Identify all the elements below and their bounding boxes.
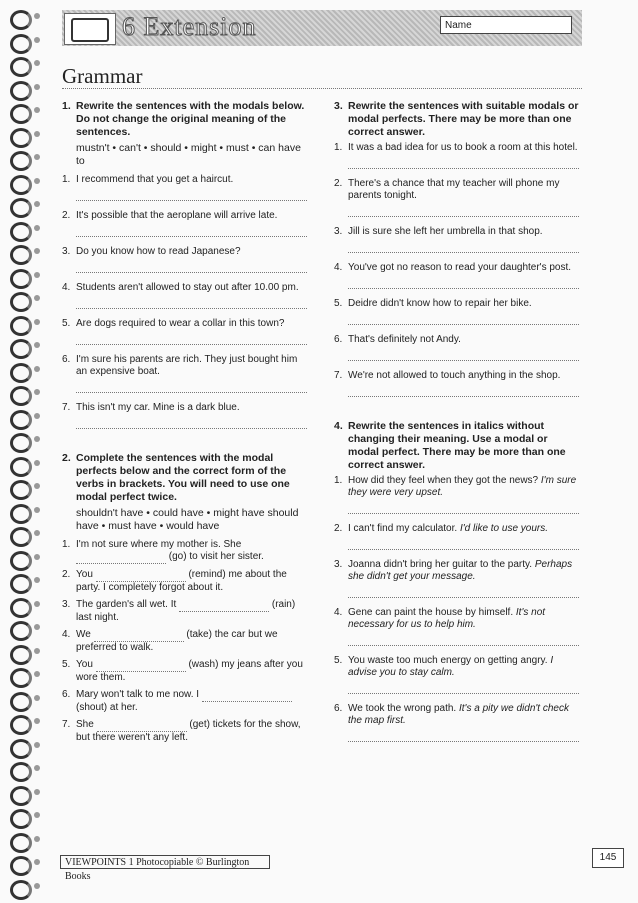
punch-hole bbox=[34, 765, 40, 771]
ring-loop bbox=[10, 269, 32, 289]
punch-hole bbox=[34, 413, 40, 419]
punch-hole bbox=[34, 389, 40, 395]
exercise-item bbox=[334, 178, 579, 202]
item-text-start: We bbox=[76, 629, 91, 640]
gap-blank[interactable] bbox=[94, 629, 184, 642]
exercise-item bbox=[62, 599, 307, 624]
gap-blank[interactable] bbox=[97, 719, 187, 732]
item-number: 2. bbox=[62, 569, 71, 580]
item-number: 3. bbox=[62, 599, 71, 610]
unit-title bbox=[122, 12, 257, 42]
spiral-ring bbox=[8, 502, 34, 524]
punch-hole bbox=[34, 859, 40, 865]
ring-loop bbox=[10, 128, 32, 148]
item-number: 5. bbox=[62, 659, 71, 670]
item-text: That's definitely not Andy. bbox=[348, 334, 461, 345]
item-number: 4. bbox=[334, 607, 343, 618]
item-text: Are dogs required to wear a collar in this town? bbox=[76, 318, 285, 329]
item-number: 6. bbox=[62, 689, 71, 700]
spiral-ring bbox=[8, 619, 34, 641]
item-text: I'm sure his parents are rich. They just bought him an expensive boat. bbox=[76, 354, 298, 377]
exercise-item bbox=[334, 559, 579, 583]
punch-hole bbox=[34, 37, 40, 43]
item-number: 7. bbox=[62, 719, 71, 730]
item-number: 3. bbox=[334, 559, 343, 570]
exercise-2-items bbox=[62, 539, 307, 744]
punch-hole bbox=[34, 789, 40, 795]
punch-hole bbox=[34, 201, 40, 207]
punch-hole bbox=[34, 84, 40, 90]
punch-hole bbox=[34, 836, 40, 842]
ring-loop bbox=[10, 457, 32, 477]
exercise-item bbox=[62, 402, 307, 414]
spiral-ring bbox=[8, 408, 34, 430]
punch-hole bbox=[34, 742, 40, 748]
punch-hole bbox=[34, 366, 40, 372]
punch-hole bbox=[34, 13, 40, 19]
ring-loop bbox=[10, 574, 32, 594]
exercise-item bbox=[334, 298, 579, 310]
exercise-item bbox=[62, 174, 307, 186]
exercise-number: 2. bbox=[62, 452, 71, 464]
punch-hole bbox=[34, 248, 40, 254]
ring-loop bbox=[10, 880, 32, 900]
punch-hole bbox=[34, 107, 40, 113]
exercise-4-items bbox=[334, 475, 579, 742]
exercise-1-items bbox=[62, 174, 307, 429]
exercise-item bbox=[62, 629, 307, 654]
exercise-item bbox=[334, 226, 579, 238]
spiral-ring bbox=[8, 831, 34, 853]
item-italic-text: I advise you to stay calm. bbox=[348, 655, 554, 678]
exercise-1-heading bbox=[62, 100, 307, 139]
item-text-end: (shout) at her. bbox=[76, 702, 138, 713]
item-text: It's possible that the aeroplane will arrive late. bbox=[76, 210, 278, 221]
item-number: 7. bbox=[334, 370, 343, 381]
section-divider bbox=[62, 88, 582, 89]
item-italic-text: Perhaps she didn't get your message. bbox=[348, 559, 573, 582]
exercise-item bbox=[62, 318, 307, 330]
exercise-item bbox=[334, 703, 579, 727]
item-number: 4. bbox=[62, 629, 71, 640]
answer-line[interactable] bbox=[348, 585, 579, 598]
punch-hole bbox=[34, 483, 40, 489]
name-field[interactable]: Name bbox=[440, 16, 572, 34]
punch-hole bbox=[34, 695, 40, 701]
item-text: You waste too much energy on getting angry. bbox=[348, 655, 548, 666]
answer-line[interactable] bbox=[348, 729, 579, 742]
spiral-ring bbox=[8, 32, 34, 54]
spiral-ring bbox=[8, 807, 34, 829]
ring-loop bbox=[10, 621, 32, 641]
item-number: 4. bbox=[62, 282, 71, 293]
spiral-ring bbox=[8, 549, 34, 571]
item-number: 1. bbox=[334, 142, 343, 153]
ring-loop bbox=[10, 527, 32, 547]
ring-loop bbox=[10, 504, 32, 524]
exercise-item bbox=[334, 262, 579, 274]
punch-hole bbox=[34, 812, 40, 818]
punch-hole bbox=[34, 60, 40, 66]
spiral-ring bbox=[8, 8, 34, 30]
ring-loop bbox=[10, 433, 32, 453]
item-number: 6. bbox=[334, 334, 343, 345]
spiral-ring bbox=[8, 384, 34, 406]
exercise-3-heading bbox=[334, 100, 579, 139]
ring-loop bbox=[10, 339, 32, 359]
punch-hole bbox=[34, 883, 40, 889]
exercise-item bbox=[62, 569, 307, 594]
answer-line[interactable] bbox=[348, 681, 579, 694]
spiral-ring bbox=[8, 878, 34, 900]
spiral-ring bbox=[8, 525, 34, 547]
item-text: I recommend that you get a haircut. bbox=[76, 174, 234, 185]
punch-hole bbox=[34, 436, 40, 442]
answer-line[interactable] bbox=[76, 332, 307, 345]
item-text-end: (rain) last night. bbox=[76, 599, 296, 623]
exercise-item bbox=[334, 142, 579, 154]
exercise-item bbox=[334, 370, 579, 382]
answer-line[interactable] bbox=[348, 537, 579, 550]
punch-hole bbox=[34, 624, 40, 630]
item-number: 2. bbox=[62, 210, 71, 221]
ring-loop bbox=[10, 598, 32, 618]
item-text: It was a bad idea for us to book a room at this hotel. bbox=[348, 142, 578, 153]
item-text-end: (take) the car but we preferred to walk. bbox=[76, 629, 278, 653]
answer-line[interactable] bbox=[348, 204, 579, 217]
punch-hole bbox=[34, 295, 40, 301]
punch-hole bbox=[34, 342, 40, 348]
punch-hole bbox=[34, 718, 40, 724]
spiral-ring bbox=[8, 79, 34, 101]
ring-loop bbox=[10, 410, 32, 430]
gap-blank[interactable] bbox=[179, 599, 269, 612]
answer-line[interactable] bbox=[348, 633, 579, 646]
punch-hole bbox=[34, 131, 40, 137]
left-column bbox=[62, 100, 307, 749]
spiral-ring bbox=[8, 102, 34, 124]
exercise-3-items bbox=[334, 142, 579, 397]
item-text-start: The garden's all wet. It bbox=[76, 599, 177, 610]
answer-line[interactable] bbox=[76, 380, 307, 393]
ring-loop bbox=[10, 10, 32, 30]
answer-line[interactable] bbox=[348, 312, 579, 325]
exercise-item bbox=[62, 282, 307, 294]
ring-loop bbox=[10, 222, 32, 242]
unit-title-text: Extension bbox=[143, 12, 257, 41]
item-italic-text: It's not necessary for us to help him. bbox=[348, 607, 546, 630]
unit-banner bbox=[62, 10, 582, 46]
item-italic-text: I'm sure they were very upset. bbox=[348, 475, 577, 498]
page-number: 145 bbox=[592, 848, 624, 868]
ring-loop bbox=[10, 739, 32, 759]
exercise-number: 1. bbox=[62, 100, 71, 112]
exercise-item bbox=[62, 689, 307, 714]
item-number: 6. bbox=[62, 354, 71, 365]
unit-number: 6 bbox=[122, 12, 136, 41]
spiral-ring bbox=[8, 126, 34, 148]
exercise-instruction: Rewrite the sentences in italics without changing their meaning. Use a modal or modal perfect. There may be more than one correct answer. bbox=[348, 420, 566, 471]
gap-blank[interactable] bbox=[96, 569, 186, 582]
exercise-number: 4. bbox=[334, 420, 343, 432]
item-number: 3. bbox=[62, 246, 71, 257]
exercise-item bbox=[334, 475, 579, 499]
item-text: Students aren't allowed to stay out after 10.00 pm. bbox=[76, 282, 299, 293]
spiral-ring bbox=[8, 690, 34, 712]
ring-loop bbox=[10, 245, 32, 265]
item-text: You've got no reason to read your daughter's post. bbox=[348, 262, 572, 273]
punch-hole bbox=[34, 648, 40, 654]
spiral-ring bbox=[8, 431, 34, 453]
gap-blank[interactable] bbox=[76, 551, 166, 564]
answer-line[interactable] bbox=[348, 240, 579, 253]
item-text: Joanna didn't bring her guitar to the party. bbox=[348, 559, 533, 570]
item-text: This isn't my car. Mine is a dark blue. bbox=[76, 402, 240, 413]
item-number: 1. bbox=[62, 174, 71, 185]
exercise-instruction: Rewrite the sentences with suitable modals or modal perfects. There may be more than one correct answer. bbox=[348, 100, 579, 138]
item-number: 5. bbox=[62, 318, 71, 329]
exercise-number: 3. bbox=[334, 100, 343, 112]
ring-loop bbox=[10, 34, 32, 54]
punch-hole bbox=[34, 460, 40, 466]
ring-loop bbox=[10, 809, 32, 829]
ring-loop bbox=[10, 480, 32, 500]
ring-loop bbox=[10, 833, 32, 853]
item-number: 4. bbox=[334, 262, 343, 273]
item-text-end: (go) to visit her sister. bbox=[168, 551, 264, 562]
punch-hole bbox=[34, 154, 40, 160]
item-italic-text: It's a pity we didn't check the map first. bbox=[348, 703, 569, 726]
item-italic-text: I'd like to use yours. bbox=[459, 523, 549, 534]
ring-loop bbox=[10, 363, 32, 383]
item-text-start: You bbox=[76, 569, 93, 580]
item-number: 7. bbox=[62, 402, 71, 413]
exercise-4-heading bbox=[334, 420, 579, 472]
exercise-2-heading bbox=[62, 452, 307, 504]
gap-blank[interactable] bbox=[202, 689, 292, 702]
answer-line[interactable] bbox=[76, 188, 307, 201]
spiral-ring bbox=[8, 55, 34, 77]
ring-loop bbox=[10, 175, 32, 195]
answer-line[interactable] bbox=[348, 348, 579, 361]
answer-line[interactable] bbox=[76, 224, 307, 237]
punch-hole bbox=[34, 272, 40, 278]
item-number: 3. bbox=[334, 226, 343, 237]
answer-line[interactable] bbox=[348, 276, 579, 289]
spiral-ring bbox=[8, 666, 34, 688]
footer-copyright: VIEWPOINTS 1 Photocopiable © Burlington Books bbox=[60, 855, 270, 869]
item-text: I can't find my calculator. bbox=[348, 523, 458, 534]
exercise-item bbox=[62, 354, 307, 378]
exercise-instruction: Rewrite the sentences with the modals below. Do not change the original meaning of the sentences. bbox=[76, 100, 305, 138]
spiral-ring bbox=[8, 290, 34, 312]
spiral-ring bbox=[8, 643, 34, 665]
gap-blank[interactable] bbox=[96, 659, 186, 672]
spiral-ring bbox=[8, 760, 34, 782]
spiral-ring bbox=[8, 478, 34, 500]
item-text-start: She bbox=[76, 719, 94, 730]
spiral-ring bbox=[8, 196, 34, 218]
exercise-item bbox=[334, 334, 579, 346]
exercise-item bbox=[62, 539, 307, 564]
item-text-end: (remind) me about the party. I completely forgot about it. bbox=[76, 569, 287, 593]
exercise-item bbox=[62, 659, 307, 684]
answer-line[interactable] bbox=[76, 416, 307, 429]
punch-hole bbox=[34, 601, 40, 607]
exercise-item bbox=[334, 655, 579, 679]
ring-loop bbox=[10, 645, 32, 665]
viewpoints-logo bbox=[64, 13, 116, 45]
item-text-end: (wash) my jeans after you wore them. bbox=[76, 659, 303, 683]
spiral-ring bbox=[8, 267, 34, 289]
answer-line[interactable] bbox=[76, 260, 307, 273]
spiral-ring bbox=[8, 713, 34, 735]
exercise-2-word-box: shouldn't have • could have • might have should have • must have • would have bbox=[76, 507, 299, 532]
item-number: 5. bbox=[334, 655, 343, 666]
ring-loop bbox=[10, 762, 32, 782]
item-text: How did they feel when they got the news? bbox=[348, 475, 539, 486]
spiral-ring bbox=[8, 854, 34, 876]
exercise-item bbox=[62, 246, 307, 258]
item-text: Gene can paint the house by himself. bbox=[348, 607, 514, 618]
item-text-start: You bbox=[76, 659, 93, 670]
spiral-ring bbox=[8, 361, 34, 383]
spiral-ring bbox=[8, 572, 34, 594]
punch-hole bbox=[34, 319, 40, 325]
item-text: Deidre didn't know how to repair her bike. bbox=[348, 298, 532, 309]
item-text: We're not allowed to touch anything in the shop. bbox=[348, 370, 561, 381]
exercise-item bbox=[62, 210, 307, 222]
item-text: Jill is sure she left her umbrella in that shop. bbox=[348, 226, 543, 237]
ring-loop bbox=[10, 856, 32, 876]
ring-loop bbox=[10, 198, 32, 218]
item-text-end: (get) tickets for the show, but there weren't any left. bbox=[76, 719, 301, 743]
logo-mark bbox=[71, 18, 109, 42]
spiral-ring bbox=[8, 455, 34, 477]
exercise-instruction: Complete the sentences with the modal perfects below and the correct form of the verbs in brackets. You will need to use one modal perfect twice. bbox=[76, 452, 290, 503]
spiral-ring bbox=[8, 596, 34, 618]
ring-loop bbox=[10, 81, 32, 101]
exercise-item bbox=[62, 719, 307, 744]
item-text: Do you know how to read Japanese? bbox=[76, 246, 241, 257]
item-number: 5. bbox=[334, 298, 343, 309]
punch-hole bbox=[34, 507, 40, 513]
item-number: 1. bbox=[62, 539, 71, 550]
punch-hole bbox=[34, 225, 40, 231]
answer-line[interactable] bbox=[348, 156, 579, 169]
spiral-ring bbox=[8, 220, 34, 242]
answer-line[interactable] bbox=[76, 296, 307, 309]
ring-loop bbox=[10, 715, 32, 735]
answer-line[interactable] bbox=[348, 384, 579, 397]
spiral-ring bbox=[8, 149, 34, 171]
item-text: We took the wrong path. bbox=[348, 703, 457, 714]
punch-hole bbox=[34, 554, 40, 560]
exercise-1-word-box: mustn't • can't • should • might • must • can have to bbox=[76, 142, 301, 167]
exercise-item bbox=[334, 607, 579, 631]
punch-hole bbox=[34, 671, 40, 677]
ring-loop bbox=[10, 151, 32, 171]
spiral-ring bbox=[8, 314, 34, 336]
ring-loop bbox=[10, 551, 32, 571]
item-text-start: Mary won't talk to me now. I bbox=[76, 689, 200, 700]
ring-loop bbox=[10, 786, 32, 806]
punch-hole bbox=[34, 178, 40, 184]
exercise-item bbox=[334, 523, 579, 535]
spiral-ring bbox=[8, 173, 34, 195]
spiral-ring bbox=[8, 337, 34, 359]
section-title: Grammar bbox=[62, 64, 143, 88]
ring-loop bbox=[10, 57, 32, 77]
punch-hole bbox=[34, 530, 40, 536]
item-number: 2. bbox=[334, 523, 343, 534]
ring-loop bbox=[10, 292, 32, 312]
ring-loop bbox=[10, 316, 32, 336]
ring-loop bbox=[10, 692, 32, 712]
right-column bbox=[334, 100, 579, 751]
punch-hole bbox=[34, 577, 40, 583]
item-text: There's a chance that my teacher will phone my parents tonight. bbox=[348, 178, 560, 201]
item-number: 2. bbox=[334, 178, 343, 189]
ring-loop bbox=[10, 104, 32, 124]
item-number: 6. bbox=[334, 703, 343, 714]
answer-line[interactable] bbox=[348, 501, 579, 514]
spiral-ring bbox=[8, 737, 34, 759]
item-number: 1. bbox=[334, 475, 343, 486]
ring-loop bbox=[10, 668, 32, 688]
ring-loop bbox=[10, 386, 32, 406]
spiral-ring bbox=[8, 243, 34, 265]
spiral-binding bbox=[0, 0, 40, 903]
spiral-ring bbox=[8, 784, 34, 806]
item-text-start: I'm not sure where my mother is. She bbox=[76, 539, 242, 550]
